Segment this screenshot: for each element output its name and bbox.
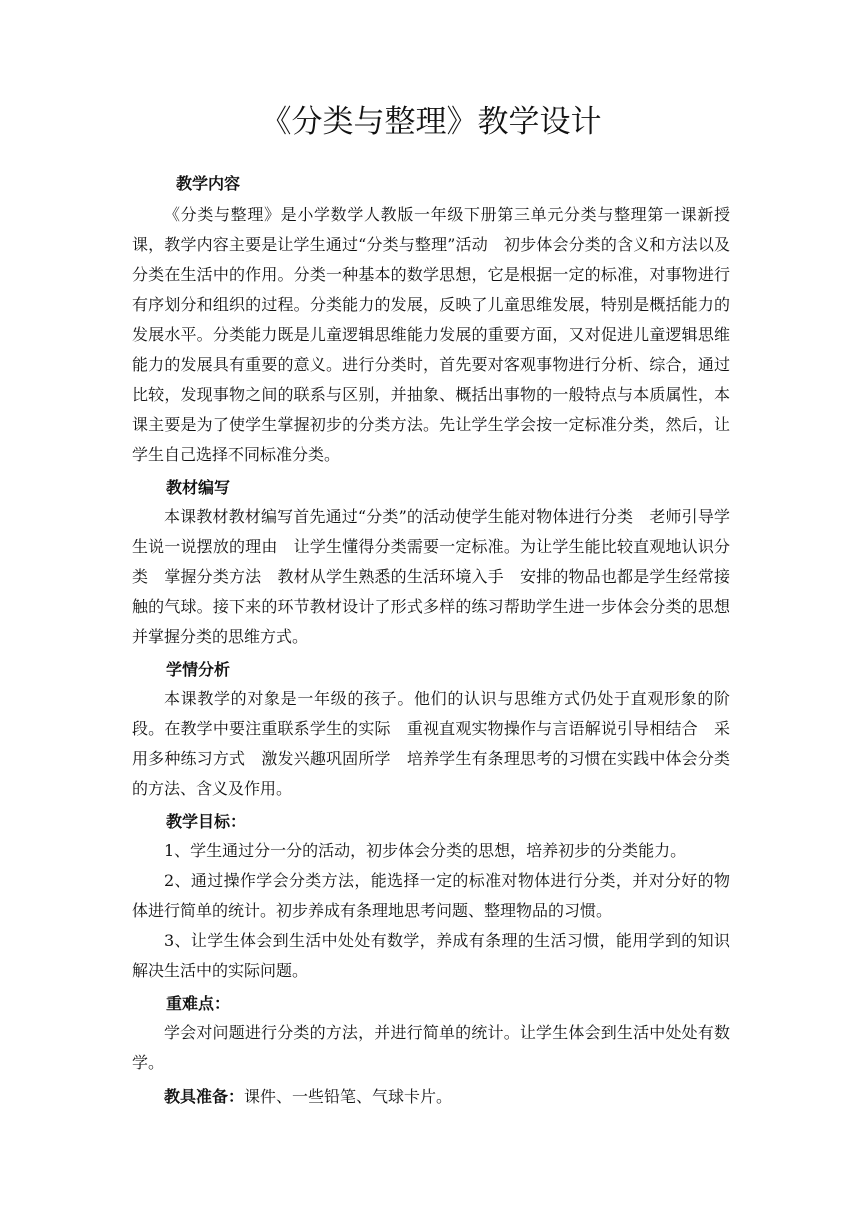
section-paragraph: 本课教材教材编写首先通过“分类”的活动使学生能对物体进行分类 老师引导学生说一说摆放的理由 让学生懂得分类需要一定标准。为让学生能比较直观地认识分类 掌握分类方法 教材从学生熟悉的生活环境入手 安排的物品也都是学生经常接触的气球。接下来的环节教材设计了形式多样的练习帮助学生进一步体会分类的思想并掌握分类的思维方式。 <box>132 507 730 646</box>
section-textbook <box>132 474 730 652</box>
section-heading: 教学目标： <box>166 812 247 831</box>
objective-item: 2、通过操作学会分类方法，能选择一定的标准对物体进行分类，并对分好的物体进行简单的统计。初步养成有条理地思考问题、整理物品的习惯。 <box>132 871 730 920</box>
section-key-points <box>132 990 730 1078</box>
document-title: 《分类与整理》教学设计 <box>260 104 602 140</box>
section-paragraph: 本课教学的对象是一年级的孩子。他们的认识与思维方式仍处于直观形象的阶段。在教学中要注重联系学生的实际 重视直观实物操作与言语解说引导相结合 采用多种练习方式 激发兴趣巩固所学 培养学生有条理思考的习惯在实践中体会分类的方法、含义及作用。 <box>132 689 730 798</box>
section-heading: 教材编写 <box>166 478 231 497</box>
objective-item: 3、让学生体会到生活中处处有数学，养成有条理的生活习惯，能用学到的知识解决生活中的实际问题。 <box>132 931 730 980</box>
section-paragraph: 学会对问题进行分类的方法，并进行简单的统计。让学生体会到生活中处处有数学。 <box>132 1023 730 1072</box>
tools-label: 教具准备： <box>164 1087 245 1106</box>
section-content <box>132 170 730 470</box>
tools-text: 课件、一些铅笔、气球卡片。 <box>244 1087 453 1106</box>
section-heading: 重难点： <box>166 994 231 1013</box>
section-heading: 教学内容 <box>176 174 241 193</box>
objective-item: 1、学生通过分一分的活动，初步体会分类的思想，培养初步的分类能力。 <box>164 841 687 860</box>
document-page <box>132 100 730 1112</box>
section-paragraph: 《分类与整理》是小学数学人教版一年级下册第三单元分类与整理第一课新授课，教学内容主要是让学生通过“分类与整理”活动 初步体会分类的含义和方法以及分类在生活中的作用。分类一种基本的数学思想，它是根据一定的标准，对事物进行有序划分和组织的过程。分类能力的发展，反映了儿童思维发展，特别是概括能力的发展水平。分类能力既是儿童逻辑思维能力发展的重要方面，又对促进儿童逻辑思维能力的发展具有重要的意义。进行分类时，首先要对客观事物进行分析、综合，通过比较，发现事物之间的联系与区别，并抽象、概括出事物的一般特点与本质属性，本课主要是为了使学生掌握初步的分类方法。先让学生学会按一定标准分类，然后，让学生自己选择不同标准分类。 <box>132 205 730 464</box>
section-objectives <box>132 808 730 986</box>
tools-line <box>132 1082 730 1112</box>
section-student-analysis <box>132 656 730 804</box>
section-heading: 学情分析 <box>166 660 231 679</box>
